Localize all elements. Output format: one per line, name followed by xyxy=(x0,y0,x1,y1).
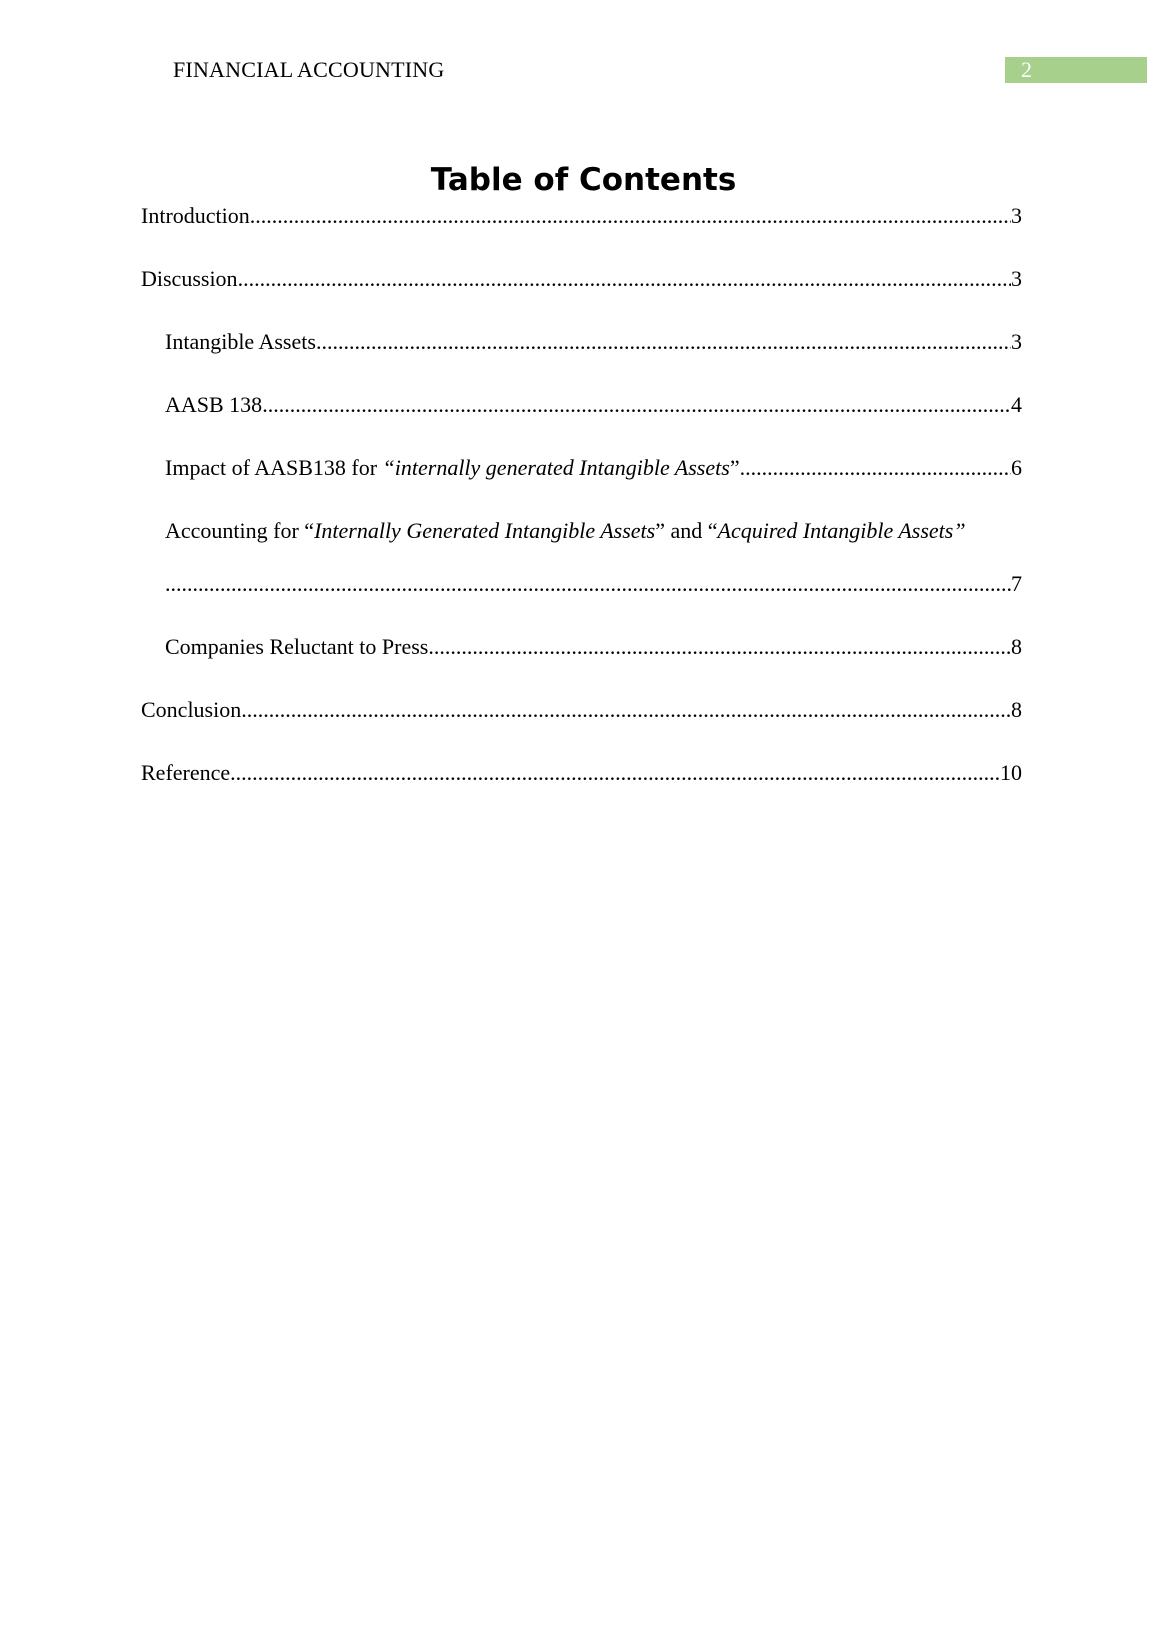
toc-entry-label: Companies Reluctant to Press xyxy=(165,634,429,659)
toc-entry-intangible-assets[interactable] xyxy=(165,327,1022,357)
dot-leader xyxy=(740,453,1011,483)
toc-entry-label: Introduction xyxy=(141,203,250,228)
toc-entry-page: 8 xyxy=(1011,634,1022,659)
toc-entry-introduction[interactable] xyxy=(141,201,1022,231)
dot-leader xyxy=(428,632,1011,662)
running-head: FINANCIAL ACCOUNTING xyxy=(173,57,445,82)
toc-entry-aasb-138[interactable] xyxy=(165,390,1022,420)
toc-entry-page: 10 xyxy=(1000,760,1022,785)
toc-entry-page: 4 xyxy=(1011,392,1022,417)
toc-entry-label-part: ” xyxy=(729,455,740,480)
toc-entry-label: Discussion xyxy=(141,266,238,291)
dot-leader xyxy=(230,758,1000,788)
toc-entry-impact-aasb138[interactable] xyxy=(165,453,1022,483)
dot-leader xyxy=(238,264,1011,294)
toc-entry-accounting-for[interactable] xyxy=(165,569,1022,599)
toc-entry-conclusion[interactable] xyxy=(141,695,1022,725)
toc-entry-label xyxy=(165,453,740,483)
toc-entry-page: 3 xyxy=(1011,266,1022,291)
dot-leader xyxy=(165,569,1011,599)
toc-title: Table of Contents xyxy=(430,162,737,198)
toc-entry-label-part: ” and “ xyxy=(655,518,718,543)
toc-entry-page: 6 xyxy=(1011,455,1022,480)
toc-entry-discussion[interactable] xyxy=(141,264,1022,294)
toc-entry-reference[interactable] xyxy=(141,758,1022,788)
toc-entry-companies-reluctant[interactable] xyxy=(165,632,1022,662)
dot-leader xyxy=(241,695,1011,725)
toc-entry-label: AASB 138 xyxy=(165,392,263,417)
page-number: 2 xyxy=(1021,57,1032,82)
toc-entry-page: 3 xyxy=(1011,203,1022,228)
toc-entry-page: 7 xyxy=(1011,571,1022,596)
dot-leader xyxy=(262,390,1011,420)
page-number-badge xyxy=(1005,57,1147,83)
toc-entry-label: Reference xyxy=(141,760,231,785)
toc-entry-page: 8 xyxy=(1011,697,1022,722)
toc-entry-label-part: ” xyxy=(953,518,966,543)
dot-leader xyxy=(250,201,1011,231)
toc-entry-label-italic: Internally Generated Intangible Assets xyxy=(314,518,656,543)
dot-leader xyxy=(316,327,1011,357)
toc-entry-label-part: Accounting for “ xyxy=(165,518,315,543)
toc-entry-label: Intangible Assets xyxy=(165,329,316,354)
toc-entry-label-italic: Acquired Intangible Assets xyxy=(717,518,954,543)
toc-entry-accounting-for-label[interactable] xyxy=(165,516,1022,546)
toc-entry-page: 3 xyxy=(1011,329,1022,354)
toc-entry-label-part: Impact of AASB138 for xyxy=(165,455,383,480)
toc-entry-label-italic: “internally generated Intangible Assets xyxy=(382,455,730,480)
toc-entry-label: Conclusion xyxy=(141,697,242,722)
